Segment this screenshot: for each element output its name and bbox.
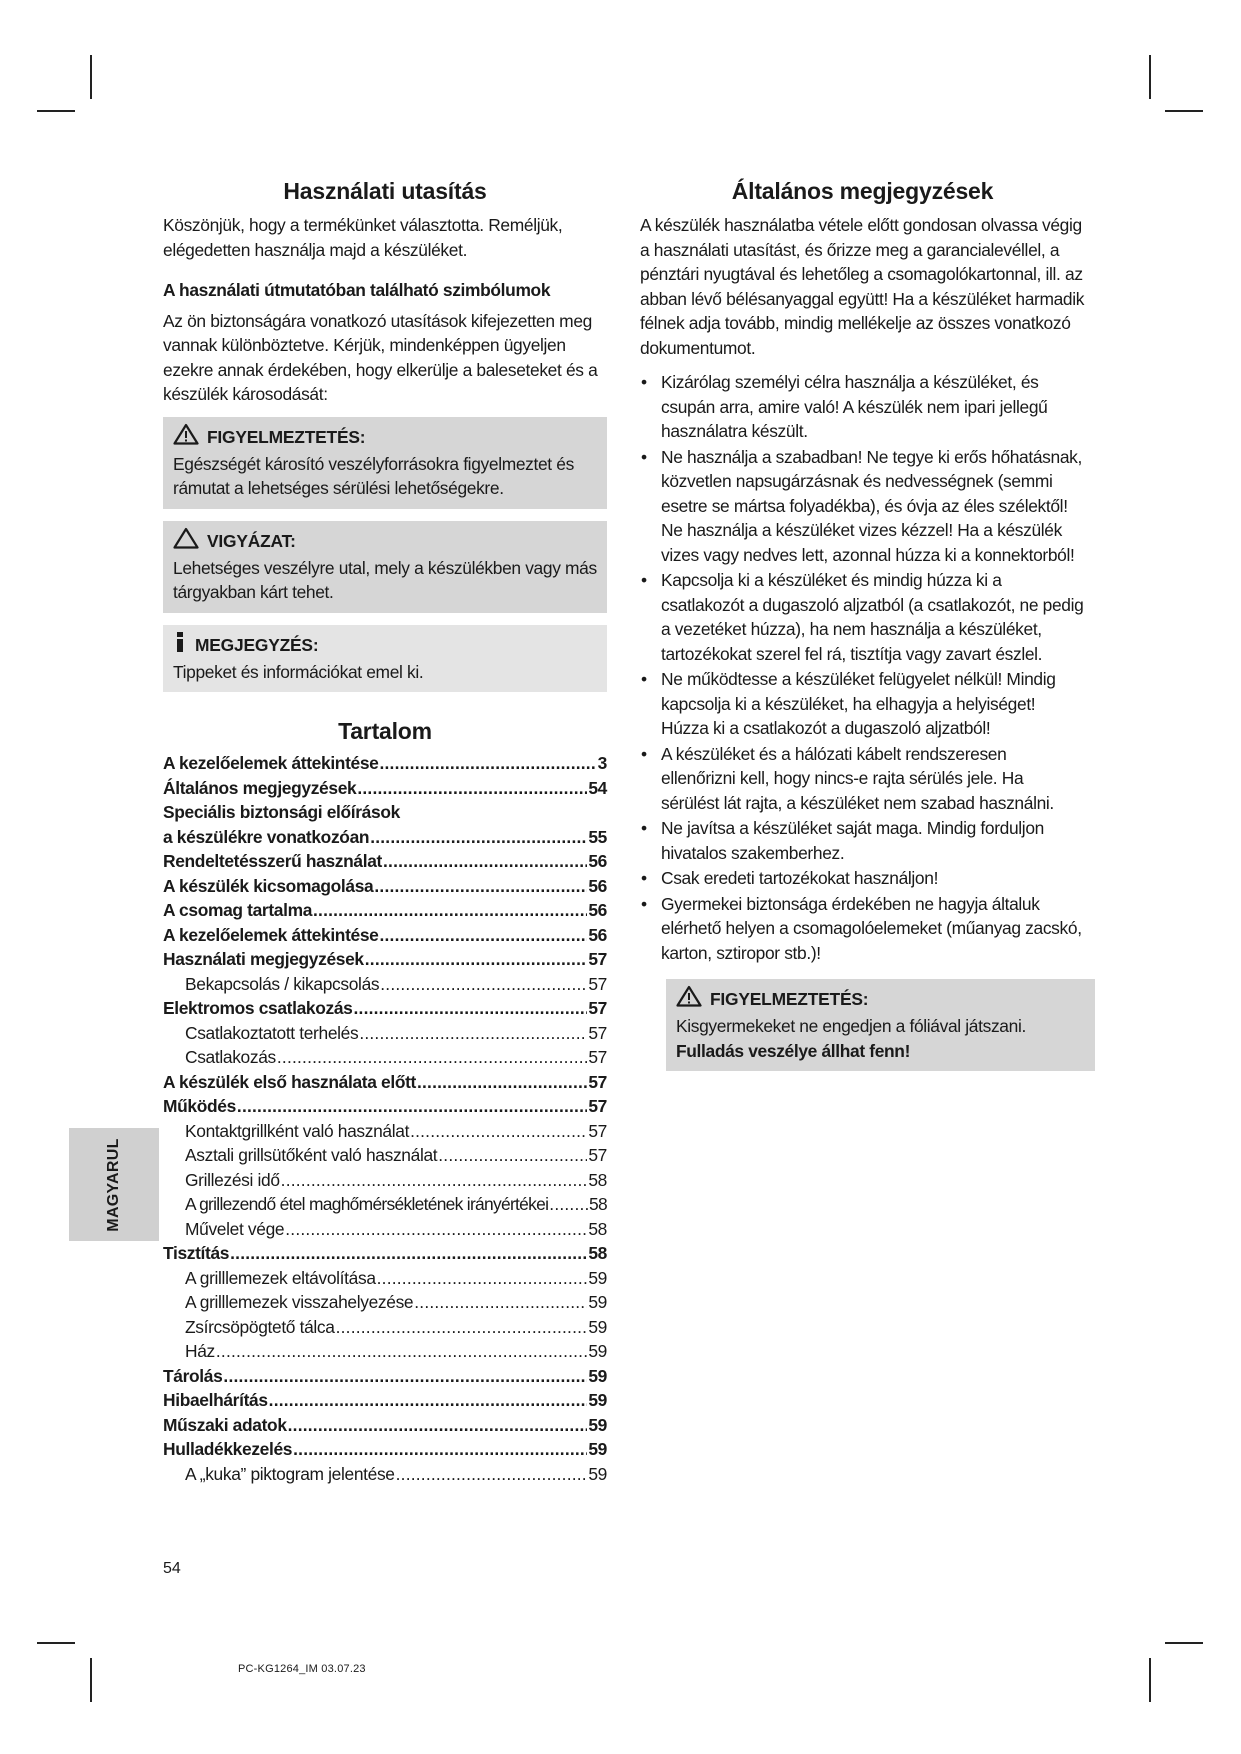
crop-mark <box>90 1658 92 1702</box>
note-label: MEGJEGYZÉS: <box>195 634 319 655</box>
toc-entry: Általános megjegyzések ..... 54 <box>163 776 607 801</box>
crop-mark <box>1165 110 1203 112</box>
general-intro: A készülék használatba vétele előtt gondosan olvassa végig a használati utasítást, és őrizze meg a garancialevéllel, a pénztári nyugtával és lehetőleg a csomagolókartonnal, ill. az abban lévő bélésanyaggal együtt! Ha a készüléket harmadik félnek adja tovább, mindig mellékelje az összes vonatkozó dokumentumot. <box>640 215 1085 358</box>
language-tab <box>69 1128 159 1241</box>
language-label: MAGYARUL <box>105 1137 122 1232</box>
toc-subentry: Csatlakozás ..... 57 <box>163 1045 607 1070</box>
toc-subentry: Csatlakoztatott terhelés ..... 57 <box>163 1021 607 1046</box>
toc-entry: A készülék kicsomagolása ..... 56 <box>163 874 607 899</box>
toc-entry: Rendeltetésszerű használat ..... 56 <box>163 849 607 874</box>
warning-label: FIGYELMEZTETÉS: <box>710 989 869 1009</box>
intro-text: Köszönjük, hogy a termékünket választotta. Reméljük, elégedetten használja majd a készüléket. <box>163 215 563 260</box>
warning-box-right <box>666 979 1095 1071</box>
toc-subentry: Bekapcsolás / kikapcsolás ..... 57 <box>163 972 607 997</box>
toc-subentry: Asztali grillsütőként való használat ..... 57 <box>163 1143 607 1168</box>
warning-text: Egészségét károsító veszélyforrásokra figyelmeztet és rámutat a lehetséges sérülési lehetőségekre. <box>173 453 574 498</box>
toc-entry: Használati megjegyzések ..... 57 <box>163 947 607 972</box>
toc-entry: Működés ..... 57 <box>163 1094 607 1119</box>
crop-mark <box>1149 55 1151 99</box>
left-column <box>163 178 607 1486</box>
toc-subentry: Művelet vége ..... 58 <box>163 1217 607 1242</box>
list-item: • Gyermekei biztonsága érdekében ne hagyja általuk elérhető helyen a csomagolóelemeket (műanyag zacskó, karton, sztiropor stb.)! <box>640 892 1085 966</box>
page-title: Használati utasítás <box>283 178 487 204</box>
list-item: • Ne használja a szabadban! Ne tegye ki erős hőhatásnak, közvetlen napsugárzásnak és nedvességnek (semmi esetre se mártsa folyadékba), és óvja az éles szélektől! Ne használja a készüléket vizes kézzel! Ha a készülék vizes vagy nedves lett, azonnal húzza ki a konnektorból! <box>640 445 1085 568</box>
toc-entry: Tárolás ..... 59 <box>163 1364 607 1389</box>
right-column <box>640 178 1085 1083</box>
warning-text: Kisgyermekeket ne engedjen a fóliával játszani. Fulladás veszélye állhat fenn! <box>676 1016 1026 1061</box>
toc-subentry: Kontaktgrillként való használat ..... 57 <box>163 1119 607 1144</box>
footer-code: PC-KG1264_IM 03.07.23 <box>238 1663 366 1675</box>
warning-box <box>163 417 607 509</box>
list-item: • Kapcsolja ki a készüléket és mindig húzza ki a csatlakozót a dugaszoló aljzatból (a csatlakozót, ne pedig a vezetéket húzza), ha nem használja a készüléket, tartozékokat szerel fel rá, tisztítja vagy zavart észlel. <box>640 568 1085 666</box>
toc-subentry: Ház ..... 59 <box>163 1339 607 1364</box>
page-number: 54 <box>163 1560 181 1577</box>
toc-entry: A kezelőelemek áttekintése ..... 3 <box>163 751 607 776</box>
note-box <box>163 625 607 693</box>
list-item: • Kizárólag személyi célra használja a készüléket, és csupán arra, amire való! A készülék nem ipari jellegű használatra készült. <box>640 370 1085 444</box>
warning-triangle-icon <box>676 985 702 1014</box>
toc-subentry: A grilllemezek eltávolítása ..... 59 <box>163 1266 607 1291</box>
note-text: Tippeket és információkat emel ki. <box>173 661 424 682</box>
toc-entry: Hulladékkezelés ..... 59 <box>163 1437 607 1462</box>
toc-title: Tartalom <box>338 718 432 744</box>
list-item: • Csak eredeti tartozékokat használjon! <box>640 866 1085 891</box>
crop-mark <box>37 110 75 112</box>
caution-triangle-icon <box>173 527 199 556</box>
toc-entry: Tisztítás ..... 58 <box>163 1241 607 1266</box>
caution-label: VIGYÁZAT: <box>207 530 296 551</box>
list-item: • Ne javítsa a készüléket saját maga. Mindig forduljon hivatalos szakemberhez. <box>640 816 1085 865</box>
caution-text: Lehetséges veszélyre utal, mely a készülékben vagy más tárgyakban kárt tehet. <box>173 557 597 602</box>
toc-subentry: Zsírcsöpögtető tálca ..... 59 <box>163 1315 607 1340</box>
toc-entry: a készülékre vonatkozóan ..... 55 <box>163 825 607 850</box>
warning-label: FIGYELMEZTETÉS: <box>207 426 366 447</box>
toc-entry: Elektromos csatlakozás ..... 57 <box>163 996 607 1021</box>
section-title: Általános megjegyzések <box>731 178 994 204</box>
toc-entry: A kezelőelemek áttekintése ..... 56 <box>163 923 607 948</box>
toc-subentry: Grillezési idő ..... 58 <box>163 1168 607 1193</box>
caution-box <box>163 521 607 613</box>
toc-entry: Hibaelhárítás ..... 59 <box>163 1388 607 1413</box>
info-icon <box>173 631 187 660</box>
safety-list <box>640 370 1085 965</box>
crop-mark <box>37 1642 75 1644</box>
toc-subentry: A grilllemezek visszahelyezése ..... 59 <box>163 1290 607 1315</box>
list-item: • Ne működtesse a készüléket felügyelet nélkül! Mindig kapcsolja ki a készüléket, ha elhagyja a helyiséget! Húzza ki a csatlakozót a dugaszoló aljzatból! <box>640 667 1085 741</box>
crop-mark <box>1165 1642 1203 1644</box>
toc-entry: A csomag tartalma ..... 56 <box>163 898 607 923</box>
table-of-contents <box>163 751 607 1486</box>
crop-mark <box>90 55 92 99</box>
list-item: • A készüléket és a hálózati kábelt rendszeresen ellenőrizni kell, hogy nincs-e rajta sérülés jele. Ha sérülést lát rajta, a készüléket nem szabad használni. <box>640 742 1085 816</box>
toc-entry: A készülék első használata előtt ..... 57 <box>163 1070 607 1095</box>
crop-mark <box>1149 1658 1151 1702</box>
warning-triangle-icon <box>173 423 199 452</box>
toc-entry: Műszaki adatok ..... 59 <box>163 1413 607 1438</box>
toc-entry: Speciális biztonsági előírások <box>163 802 400 822</box>
symbols-text: Az ön biztonságára vonatkozó utasítások kifejezetten meg vannak különböztetve. Kérjük, mindenképpen ügyeljen ezekre annak érdekében, hogy elkerülje a baleseteket és a készülék károsodását: <box>163 310 598 404</box>
toc-subentry: A „kuka” piktogram jelentése ..... 59 <box>163 1462 607 1487</box>
symbols-heading: A használati útmutatóban található szimbólumok <box>163 280 551 300</box>
toc-subentry: A grillezendő étel maghőmérsékletének irányértékei ..... 58 <box>163 1192 607 1217</box>
